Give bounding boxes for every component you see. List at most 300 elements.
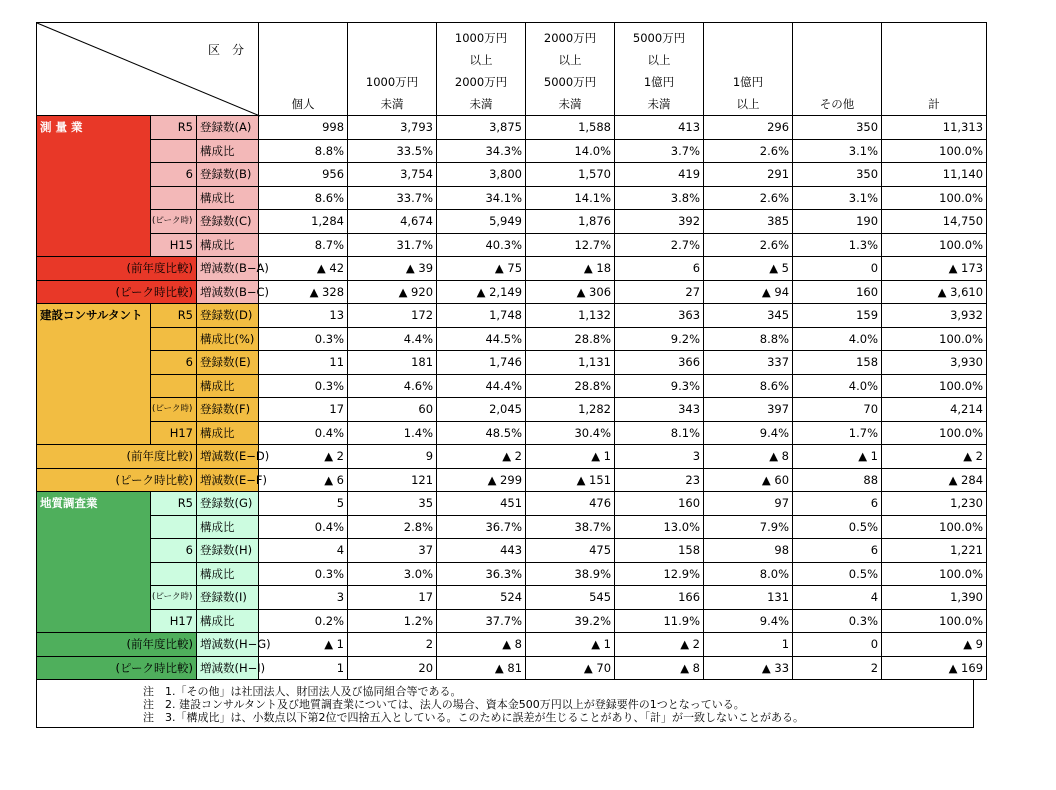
value-cell: 3,754	[348, 163, 437, 187]
value-cell: 3.8%	[615, 186, 704, 210]
value-cell: 37.7%	[437, 609, 526, 633]
value-cell: 337	[704, 351, 793, 375]
value-cell: 190	[793, 210, 882, 234]
column-header-line: 計	[928, 97, 940, 111]
value-cell: 350	[793, 163, 882, 187]
value-cell: 397	[704, 398, 793, 422]
value-cell: 39.2%	[526, 609, 615, 633]
value-cell: 8.7%	[259, 233, 348, 257]
value-cell: 0.3%	[259, 562, 348, 586]
value-cell: 392	[615, 210, 704, 234]
section-name: 建設コンサルタント	[37, 304, 151, 445]
value-cell: 60	[348, 398, 437, 422]
value-cell: 100.0%	[882, 139, 987, 163]
column-header-line: 未満	[469, 97, 493, 111]
value-cell: 13.0%	[615, 515, 704, 539]
value-cell: 4,674	[348, 210, 437, 234]
table-row	[37, 233, 987, 257]
value-cell: ▲ 8	[437, 633, 526, 657]
value-cell: 0.2%	[259, 609, 348, 633]
comparison-label: (前年度比較)	[37, 633, 197, 657]
value-cell: 44.4%	[437, 374, 526, 398]
row-label: 構成比	[197, 562, 259, 586]
value-cell: 0	[793, 257, 882, 281]
value-cell: 350	[793, 116, 882, 140]
value-cell: ▲ 18	[526, 257, 615, 281]
value-cell: 6	[615, 257, 704, 281]
period-label: 6	[151, 351, 197, 375]
column-header-line: 2000万円	[454, 75, 508, 89]
column-header	[526, 23, 615, 116]
value-cell: ▲ 8	[704, 445, 793, 469]
value-cell: 158	[793, 351, 882, 375]
value-cell: 36.7%	[437, 515, 526, 539]
value-cell: ▲ 42	[259, 257, 348, 281]
value-cell: 1,746	[437, 351, 526, 375]
value-cell: 100.0%	[882, 374, 987, 398]
value-cell: 2.7%	[615, 233, 704, 257]
row-label: 登録数(H)	[197, 539, 259, 563]
column-header-line: 1億円	[643, 75, 675, 89]
value-cell: 419	[615, 163, 704, 187]
column-header	[259, 23, 348, 116]
value-cell: ▲ 2,149	[437, 280, 526, 304]
table-row	[37, 139, 987, 163]
value-cell: 366	[615, 351, 704, 375]
period-label: 6	[151, 163, 197, 187]
value-cell: 343	[615, 398, 704, 422]
value-cell: 0.4%	[259, 421, 348, 445]
value-cell: 4	[793, 586, 882, 610]
table-row	[37, 210, 987, 234]
value-cell: 9	[348, 445, 437, 469]
value-cell: ▲ 8	[615, 656, 704, 680]
value-cell: 2.6%	[704, 233, 793, 257]
value-cell: 12.7%	[526, 233, 615, 257]
column-header	[348, 23, 437, 116]
column-header-line: 1000万円	[454, 31, 508, 45]
value-cell: ▲ 920	[348, 280, 437, 304]
table-row	[37, 586, 987, 610]
comparison-label: (前年度比較)	[37, 257, 197, 281]
value-cell: 385	[704, 210, 793, 234]
value-cell: 0.4%	[259, 515, 348, 539]
value-cell: ▲ 6	[259, 468, 348, 492]
value-cell: 40.3%	[437, 233, 526, 257]
value-cell: 1.7%	[793, 421, 882, 445]
value-cell: 28.8%	[526, 327, 615, 351]
value-cell: 88	[793, 468, 882, 492]
column-header	[704, 23, 793, 116]
period-label: R5	[151, 304, 197, 328]
column-header-line: 1000万円	[365, 75, 419, 89]
row-label: 登録数(F)	[197, 398, 259, 422]
value-cell: ▲ 81	[437, 656, 526, 680]
value-cell: ▲ 2	[882, 445, 987, 469]
period-label: H17	[151, 609, 197, 633]
value-cell: 6	[793, 539, 882, 563]
value-cell: 8.0%	[704, 562, 793, 586]
value-cell: ▲ 151	[526, 468, 615, 492]
column-header-line: 1億円	[732, 75, 764, 89]
value-cell: 3.7%	[615, 139, 704, 163]
row-label: 構成比	[197, 374, 259, 398]
value-cell: 3,800	[437, 163, 526, 187]
value-cell: 2.6%	[704, 139, 793, 163]
value-cell: ▲ 328	[259, 280, 348, 304]
column-header-line: その他	[819, 97, 855, 111]
value-cell: 545	[526, 586, 615, 610]
period-label	[151, 327, 197, 351]
value-cell: 3	[259, 586, 348, 610]
table-row	[37, 562, 987, 586]
value-cell: 11	[259, 351, 348, 375]
value-cell: 38.7%	[526, 515, 615, 539]
value-cell: 998	[259, 116, 348, 140]
period-label: 6	[151, 539, 197, 563]
value-cell: ▲ 299	[437, 468, 526, 492]
table-row	[37, 609, 987, 633]
value-cell: 451	[437, 492, 526, 516]
value-cell: 3,932	[882, 304, 987, 328]
value-cell: 1,588	[526, 116, 615, 140]
value-cell: 37	[348, 539, 437, 563]
value-cell: ▲ 1	[259, 633, 348, 657]
value-cell: 121	[348, 468, 437, 492]
value-cell: 1.4%	[348, 421, 437, 445]
value-cell: 17	[259, 398, 348, 422]
value-cell: 11,313	[882, 116, 987, 140]
value-cell: 956	[259, 163, 348, 187]
value-cell: 48.5%	[437, 421, 526, 445]
value-cell: ▲ 70	[526, 656, 615, 680]
value-cell: 17	[348, 586, 437, 610]
section-name: 測 量 業	[37, 116, 151, 257]
value-cell: 3.1%	[793, 139, 882, 163]
table-row	[37, 398, 987, 422]
column-header-line: 個人	[291, 97, 315, 111]
value-cell: 159	[793, 304, 882, 328]
row-label: 構成比	[197, 233, 259, 257]
value-cell: 345	[704, 304, 793, 328]
header-corner	[37, 23, 259, 116]
table-row	[37, 492, 987, 516]
value-cell: 38.9%	[526, 562, 615, 586]
comparison-label: (ピーク時比較)	[37, 468, 197, 492]
value-cell: 33.7%	[348, 186, 437, 210]
value-cell: 9.4%	[704, 609, 793, 633]
column-header-line: 以上	[647, 53, 671, 67]
comparison-row	[37, 280, 987, 304]
value-cell: 1.3%	[793, 233, 882, 257]
value-cell: 166	[615, 586, 704, 610]
note-1: 注 1.「その他」は社団法人、財団法人及び協同組合等である。	[143, 685, 462, 698]
column-header	[615, 23, 704, 116]
value-cell: 8.6%	[704, 374, 793, 398]
period-label: (ピーク時)	[151, 210, 197, 234]
value-cell: 0.3%	[793, 609, 882, 633]
value-cell: 1,748	[437, 304, 526, 328]
value-cell: 3,875	[437, 116, 526, 140]
value-cell: 31.7%	[348, 233, 437, 257]
value-cell: 0.5%	[793, 515, 882, 539]
value-cell: 160	[615, 492, 704, 516]
value-cell: ▲ 9	[882, 633, 987, 657]
period-label	[151, 139, 197, 163]
value-cell: 9.3%	[615, 374, 704, 398]
row-label: 登録数(A)	[197, 116, 259, 140]
row-label: 登録数(I)	[197, 586, 259, 610]
period-label	[151, 374, 197, 398]
value-cell: 1,282	[526, 398, 615, 422]
value-cell: 14,750	[882, 210, 987, 234]
period-label: H17	[151, 421, 197, 445]
value-cell: 34.1%	[437, 186, 526, 210]
value-cell: 291	[704, 163, 793, 187]
value-cell: ▲ 75	[437, 257, 526, 281]
value-cell: 1,284	[259, 210, 348, 234]
column-header-line: 以上	[736, 97, 760, 111]
value-cell: 158	[615, 539, 704, 563]
row-label: 増減数(B−C)	[197, 280, 259, 304]
table-row	[37, 539, 987, 563]
value-cell: 6	[793, 492, 882, 516]
value-cell: 0.3%	[259, 374, 348, 398]
section-name: 地質調査業	[37, 492, 151, 633]
value-cell: 14.1%	[526, 186, 615, 210]
row-label: 構成比	[197, 515, 259, 539]
value-cell: 9.2%	[615, 327, 704, 351]
column-header	[437, 23, 526, 116]
value-cell: 34.3%	[437, 139, 526, 163]
registration-table	[36, 22, 987, 680]
value-cell: 4	[259, 539, 348, 563]
column-header	[793, 23, 882, 116]
period-label: R5	[151, 116, 197, 140]
period-label: (ピーク時)	[151, 398, 197, 422]
comparison-row	[37, 656, 987, 680]
row-label: 登録数(C)	[197, 210, 259, 234]
value-cell: ▲ 2	[437, 445, 526, 469]
value-cell: 20	[348, 656, 437, 680]
comparison-label: (ピーク時比較)	[37, 280, 197, 304]
value-cell: 33.5%	[348, 139, 437, 163]
note-3: 注 3.「構成比」は、小数点以下第2位で四捨五入としている。このために誤差が生じることがあり、「計」が一致しないことがある。	[143, 711, 804, 724]
value-cell: ▲ 173	[882, 257, 987, 281]
value-cell: 9.4%	[704, 421, 793, 445]
value-cell: 4.0%	[793, 327, 882, 351]
value-cell: 1,570	[526, 163, 615, 187]
comparison-row	[37, 257, 987, 281]
value-cell: 3,793	[348, 116, 437, 140]
table-row	[37, 186, 987, 210]
note-2: 注 2. 建設コンサルタント及び地質調査業については、法人の場合、資本金500万円以上が登録要件の1つとなっている。	[143, 698, 745, 711]
row-label: 構成比	[197, 139, 259, 163]
column-header-line: 未満	[380, 97, 404, 111]
column-header	[882, 23, 987, 116]
value-cell: 7.9%	[704, 515, 793, 539]
comparison-row	[37, 633, 987, 657]
value-cell: ▲ 306	[526, 280, 615, 304]
value-cell: 35	[348, 492, 437, 516]
column-header-line: 未満	[558, 97, 582, 111]
value-cell: 8.6%	[259, 186, 348, 210]
value-cell: 524	[437, 586, 526, 610]
comparison-label: (ピーク時比較)	[37, 656, 197, 680]
value-cell: 70	[793, 398, 882, 422]
value-cell: 363	[615, 304, 704, 328]
value-cell: 2	[348, 633, 437, 657]
value-cell: 8.8%	[259, 139, 348, 163]
value-cell: 3.1%	[793, 186, 882, 210]
value-cell: 4.6%	[348, 374, 437, 398]
table-row	[37, 515, 987, 539]
value-cell: 172	[348, 304, 437, 328]
value-cell: 100.0%	[882, 609, 987, 633]
value-cell: ▲ 3,610	[882, 280, 987, 304]
value-cell: 476	[526, 492, 615, 516]
value-cell: ▲ 1	[526, 445, 615, 469]
row-label: 構成比	[197, 609, 259, 633]
comparison-label: (前年度比較)	[37, 445, 197, 469]
value-cell: 4.4%	[348, 327, 437, 351]
value-cell: 11,140	[882, 163, 987, 187]
table-row	[37, 351, 987, 375]
value-cell: 27	[615, 280, 704, 304]
value-cell: 3	[615, 445, 704, 469]
value-cell: 100.0%	[882, 327, 987, 351]
value-cell: ▲ 284	[882, 468, 987, 492]
value-cell: ▲ 1	[526, 633, 615, 657]
corner-label: 区 分	[208, 43, 245, 57]
registration-table-page	[36, 22, 984, 728]
value-cell: 1,132	[526, 304, 615, 328]
value-cell: 1	[259, 656, 348, 680]
value-cell: 1	[704, 633, 793, 657]
value-cell: ▲ 39	[348, 257, 437, 281]
notes	[36, 680, 974, 728]
value-cell: 131	[704, 586, 793, 610]
period-label: H15	[151, 233, 197, 257]
value-cell: 4.0%	[793, 374, 882, 398]
row-label: 増減数(E−F)	[197, 468, 259, 492]
header-row	[37, 23, 987, 116]
table-row	[37, 116, 987, 140]
table-row	[37, 304, 987, 328]
value-cell: ▲ 60	[704, 468, 793, 492]
value-cell: 4,214	[882, 398, 987, 422]
value-cell: 1.2%	[348, 609, 437, 633]
value-cell: 181	[348, 351, 437, 375]
value-cell: 8.1%	[615, 421, 704, 445]
value-cell: ▲ 33	[704, 656, 793, 680]
value-cell: 1,131	[526, 351, 615, 375]
value-cell: 13	[259, 304, 348, 328]
period-label	[151, 562, 197, 586]
value-cell: 12.9%	[615, 562, 704, 586]
table-row	[37, 374, 987, 398]
value-cell: ▲ 169	[882, 656, 987, 680]
value-cell: 1,390	[882, 586, 987, 610]
column-header-line: 以上	[469, 53, 493, 67]
value-cell: 2,045	[437, 398, 526, 422]
row-label: 増減数(H−I)	[197, 656, 259, 680]
value-cell: 100.0%	[882, 421, 987, 445]
value-cell: ▲ 1	[793, 445, 882, 469]
value-cell: 296	[704, 116, 793, 140]
value-cell: 2	[793, 656, 882, 680]
value-cell: 44.5%	[437, 327, 526, 351]
value-cell: 475	[526, 539, 615, 563]
value-cell: 1,876	[526, 210, 615, 234]
value-cell: 36.3%	[437, 562, 526, 586]
value-cell: 11.9%	[615, 609, 704, 633]
value-cell: 2.8%	[348, 515, 437, 539]
row-label: 増減数(B−A)	[197, 257, 259, 281]
comparison-row	[37, 468, 987, 492]
period-label	[151, 186, 197, 210]
value-cell: 23	[615, 468, 704, 492]
value-cell: ▲ 94	[704, 280, 793, 304]
value-cell: 8.8%	[704, 327, 793, 351]
row-label: 増減数(H−G)	[197, 633, 259, 657]
row-label: 登録数(B)	[197, 163, 259, 187]
value-cell: ▲ 2	[259, 445, 348, 469]
row-label: 登録数(E)	[197, 351, 259, 375]
value-cell: 2.6%	[704, 186, 793, 210]
value-cell: 413	[615, 116, 704, 140]
value-cell: 1,221	[882, 539, 987, 563]
period-label	[151, 515, 197, 539]
row-label: 構成比	[197, 186, 259, 210]
value-cell: 443	[437, 539, 526, 563]
value-cell: 3,930	[882, 351, 987, 375]
row-label: 構成比	[197, 421, 259, 445]
value-cell: 5	[259, 492, 348, 516]
value-cell: 100.0%	[882, 562, 987, 586]
value-cell: 0	[793, 633, 882, 657]
value-cell: 160	[793, 280, 882, 304]
value-cell: 98	[704, 539, 793, 563]
column-header-line: 5000万円	[632, 31, 686, 45]
period-label: (ピーク時)	[151, 586, 197, 610]
value-cell: 100.0%	[882, 515, 987, 539]
value-cell: 0.5%	[793, 562, 882, 586]
period-label: R5	[151, 492, 197, 516]
value-cell: ▲ 5	[704, 257, 793, 281]
column-header-line: 2000万円	[543, 31, 597, 45]
value-cell: 1,230	[882, 492, 987, 516]
value-cell: ▲ 2	[615, 633, 704, 657]
value-cell: 5,949	[437, 210, 526, 234]
row-label: 構成比(%)	[197, 327, 259, 351]
comparison-row	[37, 445, 987, 469]
column-header-line: 未満	[647, 97, 671, 111]
table-row	[37, 327, 987, 351]
row-label: 登録数(D)	[197, 304, 259, 328]
value-cell: 3.0%	[348, 562, 437, 586]
column-header-line: 以上	[558, 53, 582, 67]
column-header-line: 5000万円	[543, 75, 597, 89]
row-label: 登録数(G)	[197, 492, 259, 516]
table-row	[37, 421, 987, 445]
table-row	[37, 163, 987, 187]
row-label: 増減数(E−D)	[197, 445, 259, 469]
value-cell: 0.3%	[259, 327, 348, 351]
value-cell: 14.0%	[526, 139, 615, 163]
value-cell: 97	[704, 492, 793, 516]
value-cell: 30.4%	[526, 421, 615, 445]
